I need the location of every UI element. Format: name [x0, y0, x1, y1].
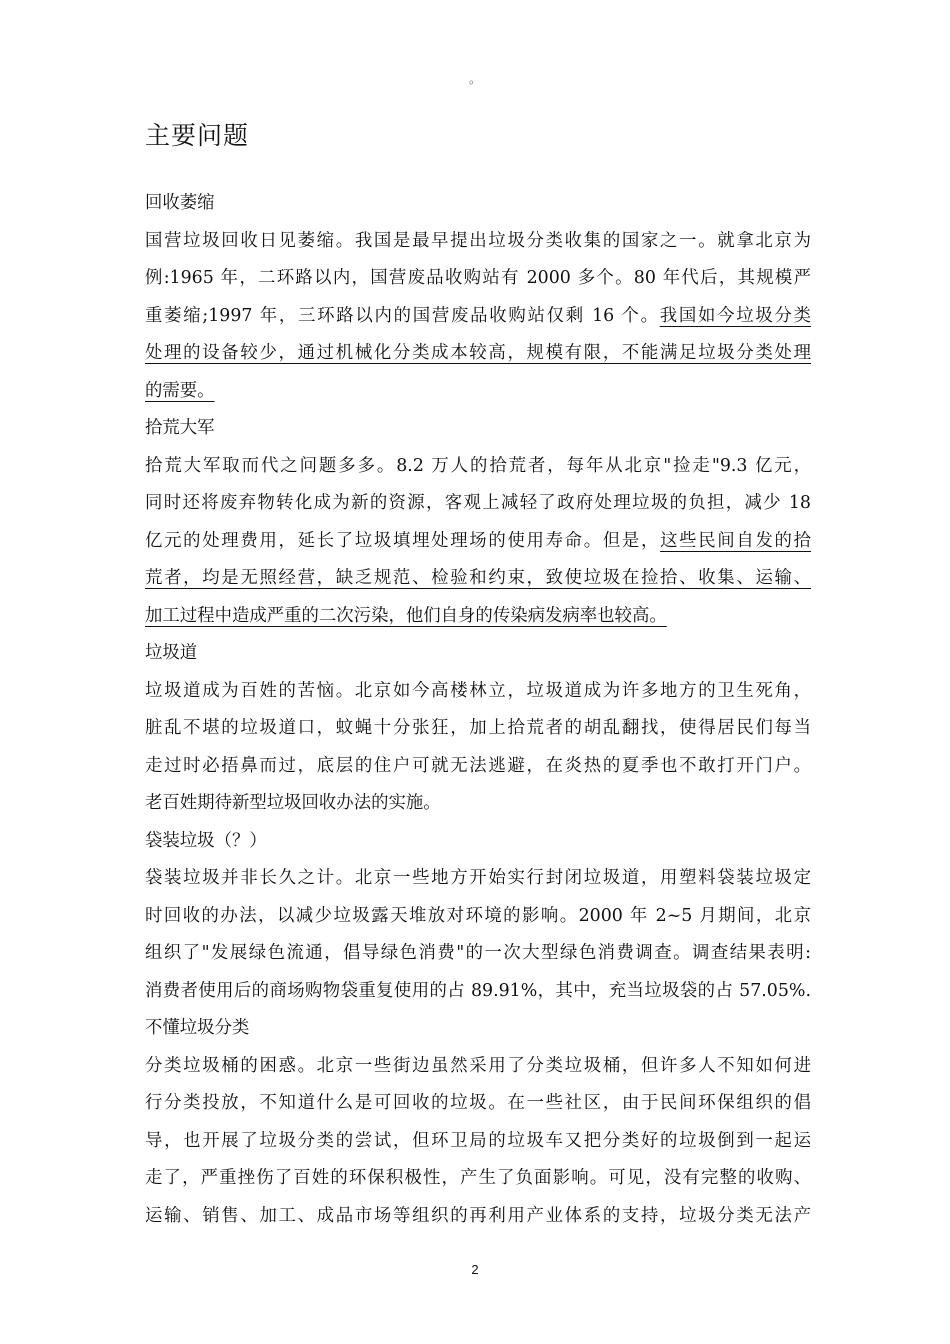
paragraph-line [145, 523, 811, 561]
paragraph-line [145, 373, 811, 411]
line-text: 时回收的办法，以减少垃圾露天堆放对环境的影响。2000 年 2~5 月期间，北京 [145, 905, 811, 926]
paragraph-line [145, 335, 811, 373]
paragraph-line [145, 898, 811, 936]
paragraph-line [145, 973, 811, 1011]
line-text: 回收萎缩 [145, 193, 215, 213]
underlined-text: 荒者，均是无照经营，缺乏规范、检验和约束，致使垃圾在捡拾、收集、运输、 [145, 568, 811, 588]
paragraph-line [145, 1160, 811, 1198]
line-text: 国营垃圾回收日见萎缩。我国是最早提出垃圾分类收集的国家之一。就拿北京为 [145, 230, 811, 251]
section-heading [145, 410, 811, 448]
line-text: 老百姓期待新型垃圾回收办法的实施。 [145, 793, 441, 813]
paragraph-line [145, 298, 811, 336]
underlined-text: 这些民间自发的拾 [660, 530, 811, 551]
paragraph-line [145, 860, 811, 898]
underlined-text: 加工过程中造成严重的二次污染，他们自身的传染病发病率也较高。 [145, 605, 667, 626]
line-text: 重萎缩;1997 年，三环路以内的国营废品收购站仅剩 16 个。 [145, 305, 660, 326]
line-text: 分类垃圾桶的困惑。北京一些街边虽然采用了分类垃圾桶，但许多人不知如何进 [145, 1055, 811, 1076]
paragraph-line [145, 560, 811, 598]
section-heading [145, 635, 811, 673]
page-number: 2 [471, 1262, 479, 1277]
paragraph-line [145, 785, 811, 823]
line-text: 袋装垃圾并非长久之计。北京一些地方开始实行封闭垃圾道，用塑料袋装垃圾定 [145, 868, 811, 888]
paragraph-line [145, 710, 811, 748]
paragraph-line [145, 485, 811, 523]
line-text: 消费者使用后的商场购物袋重复使用的占 89.91%，其中，充当垃圾袋的占 57.05%. [145, 980, 811, 1001]
line-text: 走了，严重挫伤了百姓的环保积极性，产生了负面影响。可见，没有完整的收购、 [145, 1168, 811, 1188]
paragraph-line [145, 260, 811, 298]
line-text: 导，也开展了垃圾分类的尝试，但环卫局的垃圾车又把分类好的垃圾倒到一起运 [145, 1130, 811, 1151]
paragraph-line [145, 223, 811, 261]
paragraph-line [145, 598, 811, 636]
line-text: 同时还将废弃物转化成为新的资源，客观上减轻了政府处理垃圾的负担，减少 18 [145, 493, 811, 513]
underlined-text: 我国如今垃圾分类 [659, 305, 811, 326]
line-text: 组织了"发展绿色流通，倡导绿色消费"的一次大型绿色消费调查。调查结果表明: [145, 943, 811, 963]
section-heading [145, 1010, 811, 1048]
line-text: 袋装垃圾（？） [145, 830, 267, 851]
line-text: 垃圾道 [145, 643, 198, 663]
line-text: 例:1965 年，二环路以内，国营废品收购站有 2000 多个。80 年代后，其规模严 [145, 268, 811, 288]
line-text: 垃圾道成为百姓的苦恼。北京如今高楼林立，垃圾道成为许多地方的卫生死角， [145, 680, 811, 701]
header-mark: 。 [468, 72, 481, 86]
line-text: 脏乱不堪的垃圾道口，蚊蝇十分张狂，加上拾荒者的胡乱翻找，使得居民们每当 [145, 718, 811, 738]
paragraph-line [145, 673, 811, 711]
line-text: 运输、销售、加工、成品市场等组织的再利用产业体系的支持，垃圾分类无法产 [145, 1205, 811, 1226]
paragraph-line [145, 1085, 811, 1123]
paragraph-line [145, 1198, 811, 1236]
line-text: 行分类投放，不知道什么是可回收的垃圾。在一些社区，由于民间环保组织的倡 [145, 1093, 811, 1113]
line-text: 走过时必捂鼻而过，底层的住户可就无法逃避，在炎热的夏季也不敢打开门户。 [145, 755, 811, 776]
paragraph-line [145, 448, 811, 486]
section-heading [145, 185, 811, 223]
line-text: 亿元的处理费用，延长了垃圾填埋处理场的使用寿命。但是， [145, 530, 661, 551]
paragraph-line [145, 935, 811, 973]
page-title: 主要问题 [145, 121, 250, 150]
paragraph-line [145, 1123, 811, 1161]
line-text: 不懂垃圾分类 [145, 1018, 250, 1038]
line-text: 拾荒大军 [145, 418, 215, 438]
section-heading [145, 823, 811, 861]
document-body [145, 185, 811, 1235]
line-text: 拾荒大军取而代之问题多多。8.2 万人的拾荒者，每年从北京"捡走"9.3 亿元， [145, 455, 811, 476]
paragraph-line [145, 1048, 811, 1086]
underlined-text: 的需要。 [145, 380, 215, 401]
paragraph-line [145, 748, 811, 786]
underlined-text: 处理的设备较少，通过机械化分类成本较高，规模有限，不能满足垃圾分类处理 [145, 343, 811, 363]
